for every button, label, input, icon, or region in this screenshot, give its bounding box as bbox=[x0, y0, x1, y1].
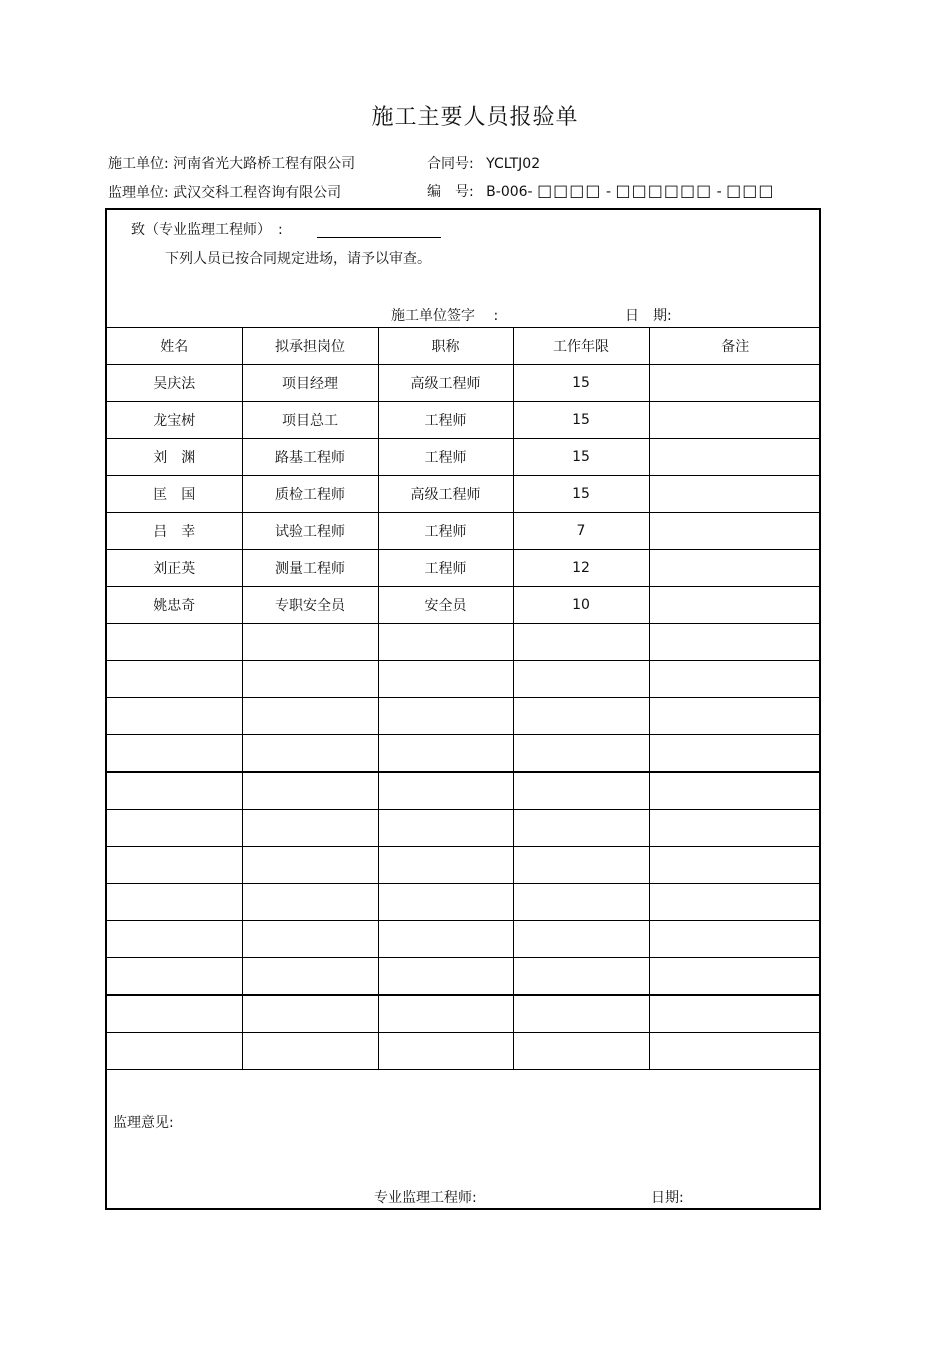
cell-title[interactable]: 工程师 bbox=[378, 402, 513, 439]
cell-name[interactable] bbox=[107, 921, 242, 958]
table-header-row bbox=[107, 328, 821, 365]
cell-name[interactable] bbox=[107, 661, 242, 698]
supervising-engineer-label: 专业监理工程师: bbox=[374, 1190, 477, 1206]
cell-name[interactable]: 姚忠奇 bbox=[107, 587, 242, 624]
header-position: 拟承担岗位 bbox=[242, 328, 378, 365]
cell-title[interactable]: 工程师 bbox=[378, 513, 513, 550]
cell-years[interactable] bbox=[513, 661, 649, 698]
cell-title[interactable] bbox=[378, 735, 513, 773]
table-row bbox=[107, 661, 821, 698]
cell-remarks[interactable] bbox=[649, 624, 821, 661]
table-row bbox=[107, 513, 821, 550]
serial-boxes-3: □□□ bbox=[726, 181, 775, 200]
cell-remarks[interactable] bbox=[649, 661, 821, 698]
serial-line bbox=[427, 181, 775, 201]
table-row bbox=[107, 847, 821, 884]
cell-title[interactable] bbox=[378, 698, 513, 735]
header-years: 工作年限 bbox=[513, 328, 649, 365]
cell-remarks[interactable] bbox=[649, 698, 821, 735]
cell-position[interactable]: 试验工程师 bbox=[242, 513, 378, 550]
cell-title[interactable]: 工程师 bbox=[378, 550, 513, 587]
cell-title[interactable]: 工程师 bbox=[378, 439, 513, 476]
serial-boxes-2: □□□□□□ bbox=[615, 181, 713, 200]
table-row bbox=[107, 772, 821, 810]
form-frame bbox=[105, 208, 821, 1210]
table-row bbox=[107, 624, 821, 661]
cell-position[interactable] bbox=[242, 698, 378, 735]
cell-name[interactable] bbox=[107, 698, 242, 735]
cell-position[interactable] bbox=[242, 810, 378, 847]
table-row bbox=[107, 810, 821, 847]
header-title: 职称 bbox=[378, 328, 513, 365]
cell-remarks[interactable] bbox=[649, 995, 821, 1033]
cell-remarks[interactable] bbox=[649, 847, 821, 884]
table-row bbox=[107, 958, 821, 996]
cell-name[interactable] bbox=[107, 884, 242, 921]
cell-position[interactable] bbox=[242, 921, 378, 958]
cell-name[interactable]: 龙宝树 bbox=[107, 402, 242, 439]
table-row bbox=[107, 921, 821, 958]
supervisor-label: 监理单位: bbox=[108, 185, 169, 201]
cell-title[interactable]: 安全员 bbox=[378, 587, 513, 624]
table-row bbox=[107, 884, 821, 921]
cell-title[interactable] bbox=[378, 884, 513, 921]
contractor-label: 施工单位: bbox=[108, 156, 169, 172]
cell-remarks[interactable] bbox=[649, 921, 821, 958]
header-name: 姓名 bbox=[107, 328, 242, 365]
cell-title[interactable] bbox=[378, 810, 513, 847]
cell-years[interactable] bbox=[513, 735, 649, 773]
cell-remarks[interactable] bbox=[649, 365, 821, 402]
cell-remarks[interactable] bbox=[649, 772, 821, 810]
cell-position[interactable]: 专职安全员 bbox=[242, 587, 378, 624]
cell-position[interactable]: 项目总工 bbox=[242, 402, 378, 439]
cell-remarks[interactable] bbox=[649, 1033, 821, 1070]
cell-position[interactable]: 路基工程师 bbox=[242, 439, 378, 476]
serial-separator-1: - bbox=[605, 184, 612, 200]
cell-position[interactable] bbox=[242, 624, 378, 661]
cell-years[interactable]: 10 bbox=[513, 587, 649, 624]
serial-separator-2: - bbox=[716, 184, 722, 200]
addressee-field[interactable] bbox=[317, 237, 441, 238]
cell-remarks[interactable] bbox=[649, 587, 821, 624]
cell-years[interactable] bbox=[513, 847, 649, 884]
cell-years[interactable] bbox=[513, 958, 649, 996]
cell-name[interactable]: 匡 国 bbox=[107, 476, 242, 513]
cell-years[interactable]: 12 bbox=[513, 550, 649, 587]
cell-title[interactable] bbox=[378, 921, 513, 958]
serial-boxes-1: □□□□ bbox=[537, 181, 602, 200]
cell-position[interactable] bbox=[242, 735, 378, 773]
cell-position[interactable] bbox=[242, 661, 378, 698]
cell-name[interactable] bbox=[107, 735, 242, 773]
table-row bbox=[107, 698, 821, 735]
cell-title[interactable] bbox=[378, 624, 513, 661]
table-row bbox=[107, 402, 821, 439]
contractor-value: 河南省光大路桥工程有限公司 bbox=[173, 156, 356, 172]
cell-years[interactable] bbox=[513, 624, 649, 661]
opinion-date-label: 日期: bbox=[651, 1190, 684, 1206]
table-row bbox=[107, 365, 821, 402]
cell-name[interactable] bbox=[107, 810, 242, 847]
cell-remarks[interactable] bbox=[649, 402, 821, 439]
cell-name[interactable]: 吴庆法 bbox=[107, 365, 242, 402]
cell-years[interactable]: 15 bbox=[513, 439, 649, 476]
cell-position[interactable] bbox=[242, 958, 378, 996]
contractor-line bbox=[108, 153, 355, 173]
cell-remarks[interactable] bbox=[649, 439, 821, 476]
supervisor-line bbox=[108, 182, 341, 202]
cell-years[interactable] bbox=[513, 884, 649, 921]
cell-years[interactable] bbox=[513, 698, 649, 735]
contract-no-value: YCLTJ02 bbox=[486, 156, 541, 172]
cell-position[interactable] bbox=[242, 884, 378, 921]
cell-remarks[interactable] bbox=[649, 735, 821, 773]
cell-remarks[interactable] bbox=[649, 476, 821, 513]
cell-name[interactable]: 刘 渊 bbox=[107, 439, 242, 476]
table-row bbox=[107, 587, 821, 624]
cell-name[interactable] bbox=[107, 624, 242, 661]
cell-title[interactable] bbox=[378, 772, 513, 810]
cell-title[interactable] bbox=[378, 847, 513, 884]
cell-remarks[interactable] bbox=[649, 810, 821, 847]
cell-name[interactable] bbox=[107, 772, 242, 810]
cell-position[interactable] bbox=[242, 847, 378, 884]
table-row bbox=[107, 550, 821, 587]
cell-years[interactable] bbox=[513, 1033, 649, 1070]
cell-years[interactable]: 15 bbox=[513, 476, 649, 513]
cell-years[interactable] bbox=[513, 995, 649, 1033]
cell-years[interactable]: 15 bbox=[513, 365, 649, 402]
cell-position[interactable]: 质检工程师 bbox=[242, 476, 378, 513]
cell-name[interactable]: 吕 幸 bbox=[107, 513, 242, 550]
cell-title[interactable]: 高级工程师 bbox=[378, 365, 513, 402]
table-row bbox=[107, 1033, 821, 1070]
cell-years[interactable]: 7 bbox=[513, 513, 649, 550]
supervision-opinion-label: 监理意见: bbox=[113, 1115, 174, 1131]
submission-section bbox=[107, 210, 819, 327]
submission-date-label: 日 期: bbox=[625, 308, 672, 324]
supervisor-value: 武汉交科工程咨询有限公司 bbox=[173, 185, 342, 201]
page-title: 施工主要人员报验单 bbox=[371, 105, 579, 130]
cell-remarks[interactable] bbox=[649, 958, 821, 996]
cell-remarks[interactable] bbox=[649, 550, 821, 587]
cell-title[interactable] bbox=[378, 995, 513, 1033]
cell-title[interactable] bbox=[378, 1033, 513, 1070]
cell-name[interactable]: 刘正英 bbox=[107, 550, 242, 587]
cell-position[interactable] bbox=[242, 995, 378, 1033]
cell-title[interactable] bbox=[378, 958, 513, 996]
contract-no-label: 合同号: bbox=[427, 156, 474, 172]
cell-position[interactable] bbox=[242, 1033, 378, 1070]
intro-text: 下列人员已按合同规定进场，请予以审查。 bbox=[165, 251, 431, 267]
cell-remarks[interactable] bbox=[649, 513, 821, 550]
cell-name[interactable] bbox=[107, 1033, 242, 1070]
table-row bbox=[107, 476, 821, 513]
cell-name[interactable] bbox=[107, 847, 242, 884]
table-row bbox=[107, 735, 821, 773]
cell-remarks[interactable] bbox=[649, 884, 821, 921]
table-row bbox=[107, 995, 821, 1033]
contractor-signature-label: 施工单位签字 : bbox=[391, 308, 499, 324]
cell-position[interactable]: 测量工程师 bbox=[242, 550, 378, 587]
cell-name[interactable] bbox=[107, 995, 242, 1033]
serial-label: 编 号: bbox=[427, 184, 474, 200]
contract-no-line bbox=[427, 153, 540, 173]
cell-position[interactable] bbox=[242, 772, 378, 810]
cell-title[interactable] bbox=[378, 661, 513, 698]
header-remarks: 备注 bbox=[649, 328, 821, 365]
cell-title[interactable]: 高级工程师 bbox=[378, 476, 513, 513]
cell-years[interactable]: 15 bbox=[513, 402, 649, 439]
addressee-label: 致（专业监理工程师） : bbox=[131, 222, 283, 238]
personnel-table bbox=[107, 327, 821, 1070]
table-row bbox=[107, 439, 821, 476]
cell-years[interactable] bbox=[513, 772, 649, 810]
cell-position[interactable]: 项目经理 bbox=[242, 365, 378, 402]
serial-prefix: B-006- bbox=[486, 184, 533, 200]
cell-years[interactable] bbox=[513, 810, 649, 847]
cell-years[interactable] bbox=[513, 921, 649, 958]
cell-name[interactable] bbox=[107, 958, 242, 996]
